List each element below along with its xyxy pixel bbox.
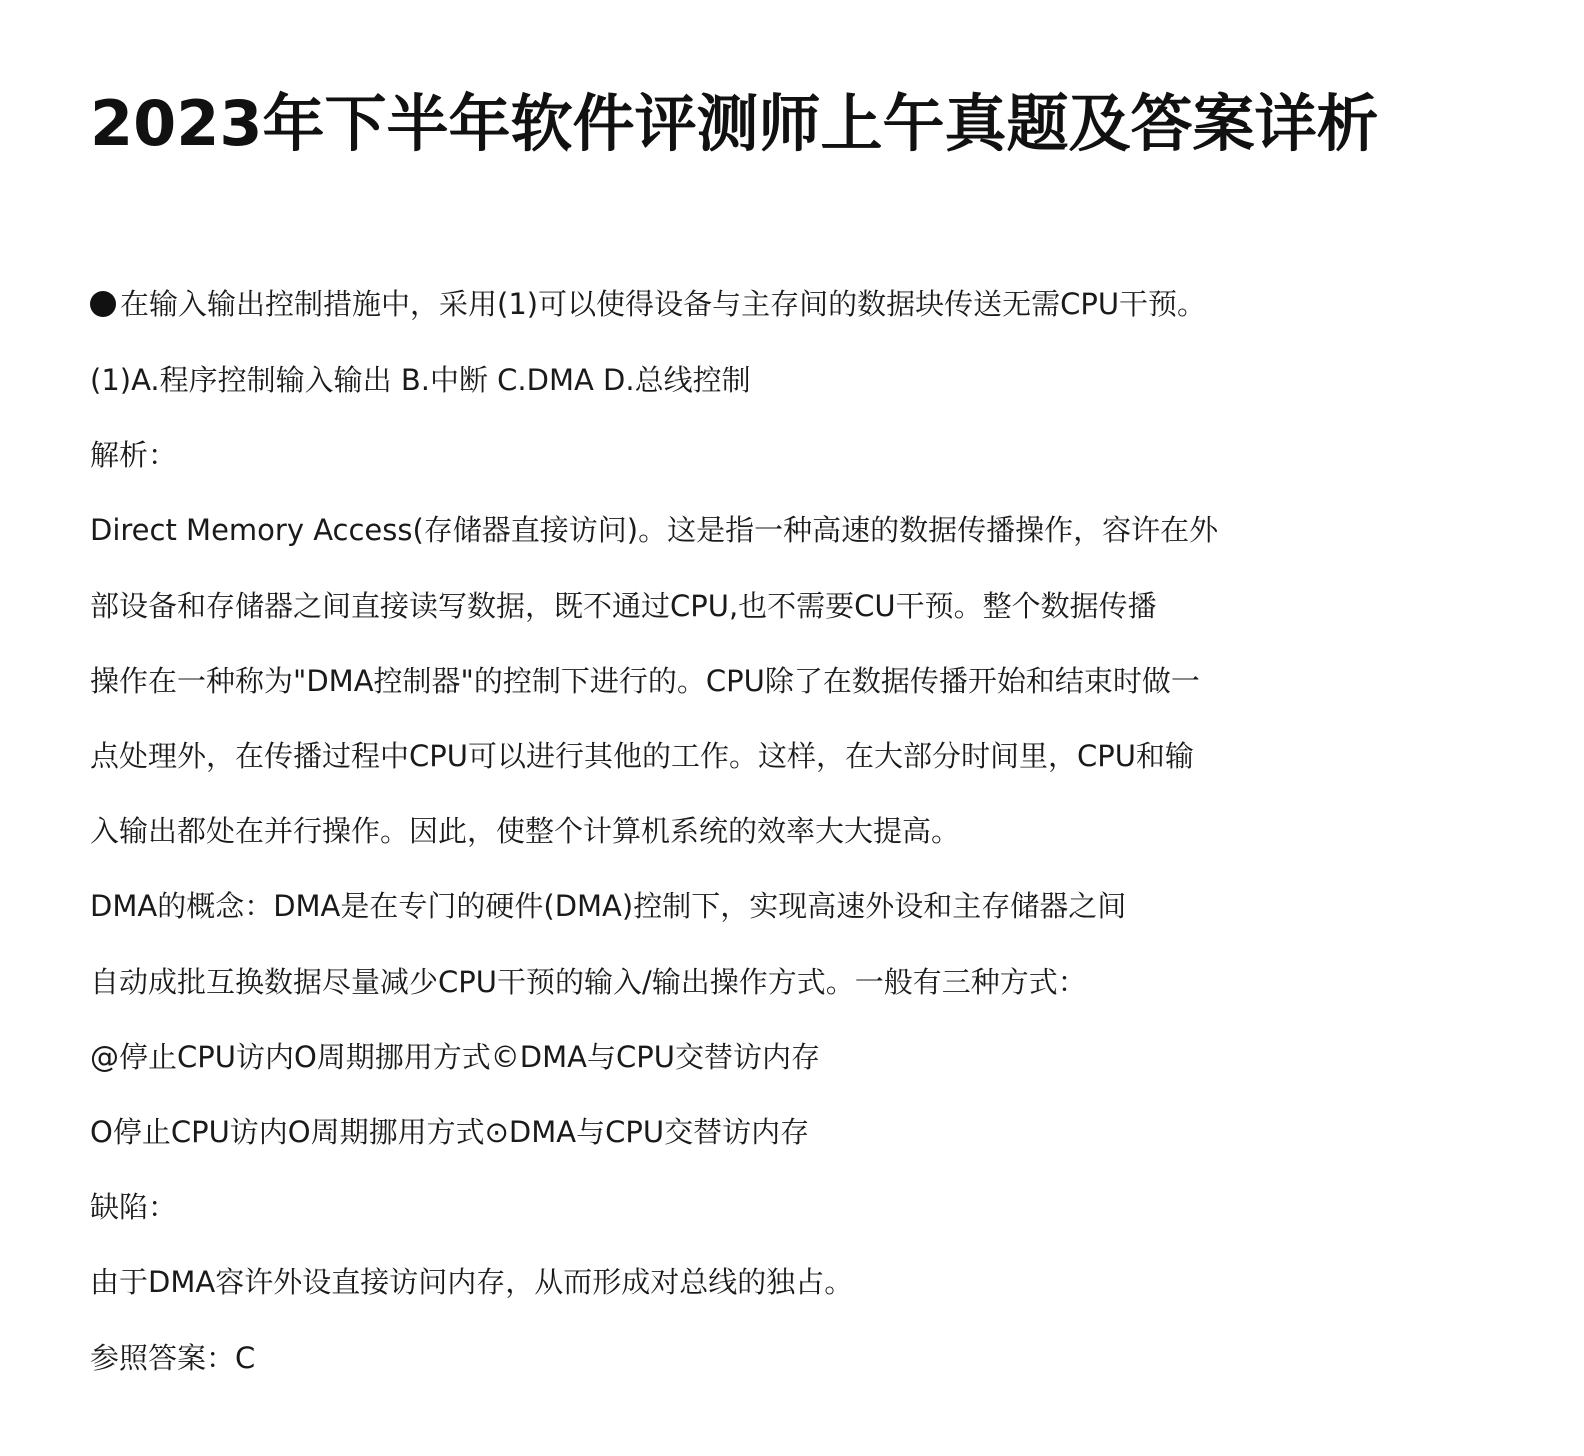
analysis-paragraph-line: 点处理外，在传播过程中CPU可以进行其他的工作。这样，在大部分时间里，CPU和输 (90, 739, 1194, 773)
question-text: 在输入输出控制措施中，采用(1)可以使得设备与主存间的数据块传送无需CPU干预。 (120, 287, 1207, 321)
defect-text: 由于DMA容许外设直接访问内存，从而形成对总线的独占。 (90, 1265, 854, 1299)
dma-method-line: O停止CPU访内O周期挪用方式⊙DMA与CPU交替访内存 (90, 1115, 810, 1149)
reference-answer: 参照答案：C (90, 1341, 256, 1375)
dma-concept-line: 自动成批互换数据尽量减少CPU干预的输入/输出操作方式。一般有三种方式： (90, 965, 1087, 999)
analysis-label: 解析： (90, 438, 178, 472)
dma-method-line: @停止CPU访内O周期挪用方式©DMA与CPU交替访内存 (90, 1040, 820, 1074)
analysis-paragraph-line: Direct Memory Access(存储器直接访问)。这是指一种高速的数据传播操作，容许在外 (90, 513, 1219, 547)
defect-label: 缺陷： (90, 1190, 178, 1224)
analysis-paragraph-line: 部设备和存储器之间直接读写数据，既不通过CPU,也不需要CU干预。整个数据传播 (90, 589, 1157, 623)
bullet-icon (90, 291, 116, 317)
dma-concept-line: DMA的概念：DMA是在专门的硬件(DMA)控制下，实现高速外设和主存储器之间 (90, 889, 1127, 923)
question-line (90, 284, 1206, 324)
analysis-paragraph-line: 操作在一种称为"DMA控制器"的控制下进行的。CPU除了在数据传播开始和结束时做一 (90, 664, 1200, 698)
analysis-paragraph-line: 入输出都处在并行操作。因此，使整个计算机系统的效率大大提高。 (90, 814, 961, 848)
question-options: (1)A.程序控制输入输出 B.中断 C.DMA D.总线控制 (90, 363, 751, 397)
page-title: 2023年下半年软件评测师上午真题及答案详析 (90, 87, 1379, 160)
